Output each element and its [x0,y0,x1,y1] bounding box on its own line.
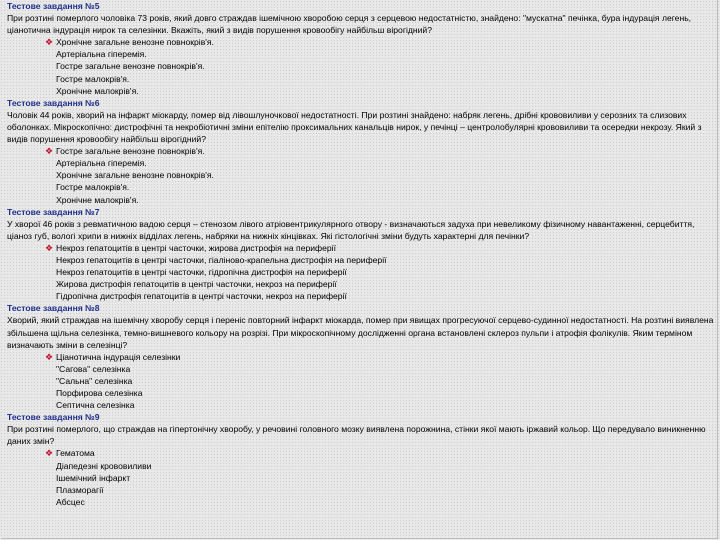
answer-options [7,145,716,205]
answer-options [7,447,716,507]
answer-option [7,266,716,278]
answer-option [7,278,716,290]
task-question: У хворої 46 років з ревматичною вадою серця – стенозом лівого атріовентрикулярного отвору - визначаються задуха при невеликому фізичному навантаженні, серцебиття, ціаноз губ, вологі хрипи в нижніх відділах легень, набряки на нижніх кінцівках. Які гістологічні зміни будуть характерні для печінки? [7,218,695,241]
answer-option [7,254,716,266]
answer-option-text: Діапедезні крововиливи [56,460,152,471]
answer-option [7,375,716,387]
answer-option-text: Гостре загальне венозне повнокрів'я. [56,146,205,157]
answer-option-marked [7,242,716,254]
answer-option [7,460,716,472]
answer-option [7,48,716,60]
answer-option-text: Гостре загальне венозне повнокрів'я. [56,61,205,72]
answer-option-text: Гідропічна дистрофія гепатоцитів в центрі часточки, некроз на периферії [56,291,347,302]
answer-option [7,290,716,302]
task-question: При розтині померлого чоловіка 73 років, який довго страждав ішемічною хворобою серця з серцевою недостатністю, знайдено: "мускатна" печінка, бура індурація легень, ціанотична індурація нирок та селезінки. Вкажіть, який з видів порушення кровообігу найбільш вірогідний? [7,13,692,36]
diamond-bullet-icon: ❖ [45,242,54,253]
answer-option-marked [7,36,716,48]
answer-options [7,36,716,96]
answer-option [7,472,716,484]
answer-option-marked [7,447,716,459]
answer-option-text: Артеріальна гіперемія. [56,49,147,60]
answer-option [7,387,716,399]
answer-option-text: Некроз гепатоцитів в центрі часточки, гіаліново-крапельна дистрофія на периферії [56,254,387,265]
answer-option [7,157,716,169]
answer-options [7,351,716,411]
answer-option-text: Гостре малокрів'я. [56,182,130,193]
task-title: Тестове завдання №8 [7,303,100,314]
answer-option-text: Гематома [56,448,95,459]
task-question: Хворий, який страждав на ішемічну хворобу серця і переніс повторний інфаркт міокарда, помер при явищах прогресуючої серцево-судинної недостатності. На розтині виявлена збільшена щільна селезінка, темно-вишневого кольору на розрізі. При мікроскопічному дослідженні органа встановлені склероз пульпи і атрофія фолікулів. Яким терміном визначають зміни в селезінці? [7,315,714,350]
answer-option [7,181,716,193]
answer-option-text: Некроз гепатоцитів в центрі часточки, гідропічна дистрофія на периферії [56,267,347,278]
task-title: Тестове завдання №6 [7,97,100,108]
slide-content [7,0,716,540]
test-task [7,0,716,97]
answer-option-text: "Сальна" селезінка [56,375,133,386]
answer-option [7,496,716,508]
answer-option-text: Гостре малокрів'я. [56,73,130,84]
answer-option [7,194,716,206]
answer-option-text: Хронічне загальне венозне повнокрів'я. [56,37,214,48]
answer-option-text: Плазморагії [56,484,104,495]
answer-option-text: Хронічне малокрів'я. [56,85,139,96]
answer-options [7,242,716,302]
answer-option-text: Хронічне малокрів'я. [56,194,139,205]
test-task [7,302,716,411]
answer-option [7,85,716,97]
task-title: Тестове завдання №7 [7,206,100,217]
answer-option-text: Септична селезінка [56,400,135,411]
answer-option-text: "Сагова" селезінка [56,363,131,374]
diamond-bullet-icon: ❖ [45,37,54,48]
task-question: При розтині померлого, що страждав на гіпертонічну хворобу, у речовині головного мозку виявлена порожнина, стінки якої мають іржавий кольор. Що передувало виникненню даних змін? [7,424,706,447]
answer-option-text: Ішемічний інфаркт [56,472,131,483]
answer-option-marked [7,145,716,157]
answer-option-text: Порфирова селезінка [56,388,143,398]
answer-option-marked [7,351,716,363]
test-task [7,411,716,508]
answer-option-text: Артеріальна гіперемія. [56,158,147,169]
answer-option [7,73,716,85]
task-title: Тестове завдання №5 [7,1,100,11]
answer-option [7,399,716,411]
task-question: Чоловік 44 років, хворий на інфаркт міокарду, помер від лівошлуночкової недостатності. При розтині знайдено: набряк легень, дрібні крововиливи у серозних та слизових оболонках. Мікроскопічно: дистрофічні та некробіотичні зміни епітелію проксимальних канальців нирок, у печінці – центролобулярні крововиливи та осередки некрозу. Який з видів порушення кровообігу найбільш вірогідний? [7,109,702,145]
test-task [7,206,716,303]
answer-option [7,60,716,72]
answer-option-text: Абсцес [56,496,85,507]
answer-option-text: Некроз гепатоцитів в центрі часточки, жирова дистрофія на периферії [56,242,336,253]
diamond-bullet-icon: ❖ [45,351,54,362]
test-task [7,97,716,206]
task-title: Тестове завдання №9 [7,412,100,423]
answer-option-text: Хронічне загальне венозне повнокрів'я. [56,170,214,181]
answer-option-text: Ціанотична індурація селезінки [56,351,181,362]
answer-option [7,484,716,496]
answer-option [7,169,716,181]
diamond-bullet-icon: ❖ [45,146,54,157]
answer-option [7,363,716,375]
diamond-bullet-icon: ❖ [45,448,54,459]
answer-option-text: Жирова дистрофія гепатоцитів в центрі часточки, некроз на периферії [56,279,337,290]
